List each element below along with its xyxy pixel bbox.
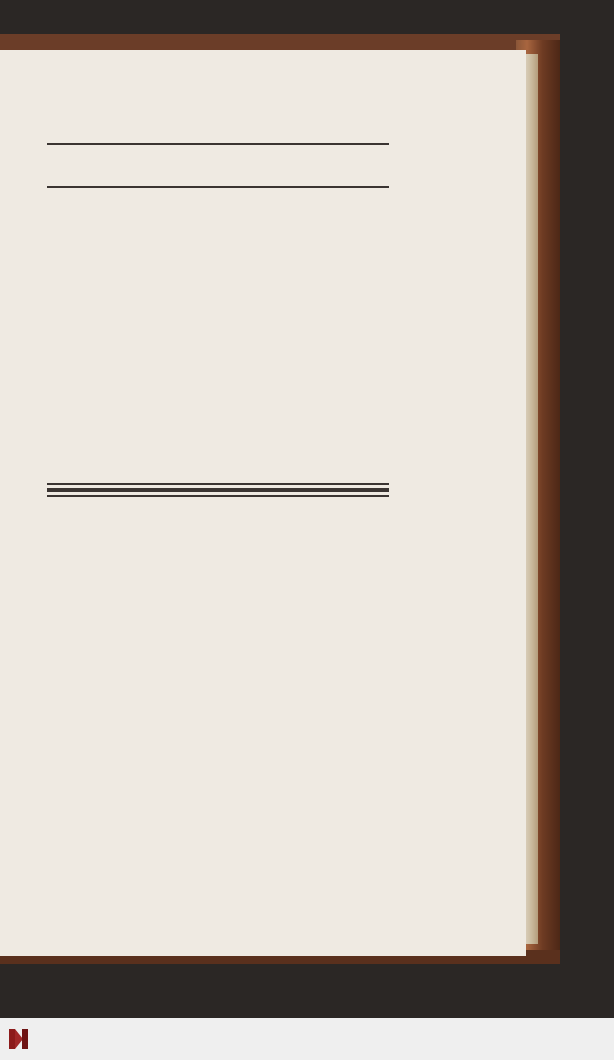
header-rule-top: [47, 143, 389, 145]
section-divider-top: [47, 483, 389, 485]
page-edges: [526, 54, 538, 944]
section-divider-bottom: [47, 495, 389, 497]
header-rule-bottom: [47, 186, 389, 188]
section-divider-thick: [47, 488, 389, 492]
library-logo-icon[interactable]: [8, 1026, 30, 1052]
viewer-footer-bar: [0, 1018, 614, 1060]
